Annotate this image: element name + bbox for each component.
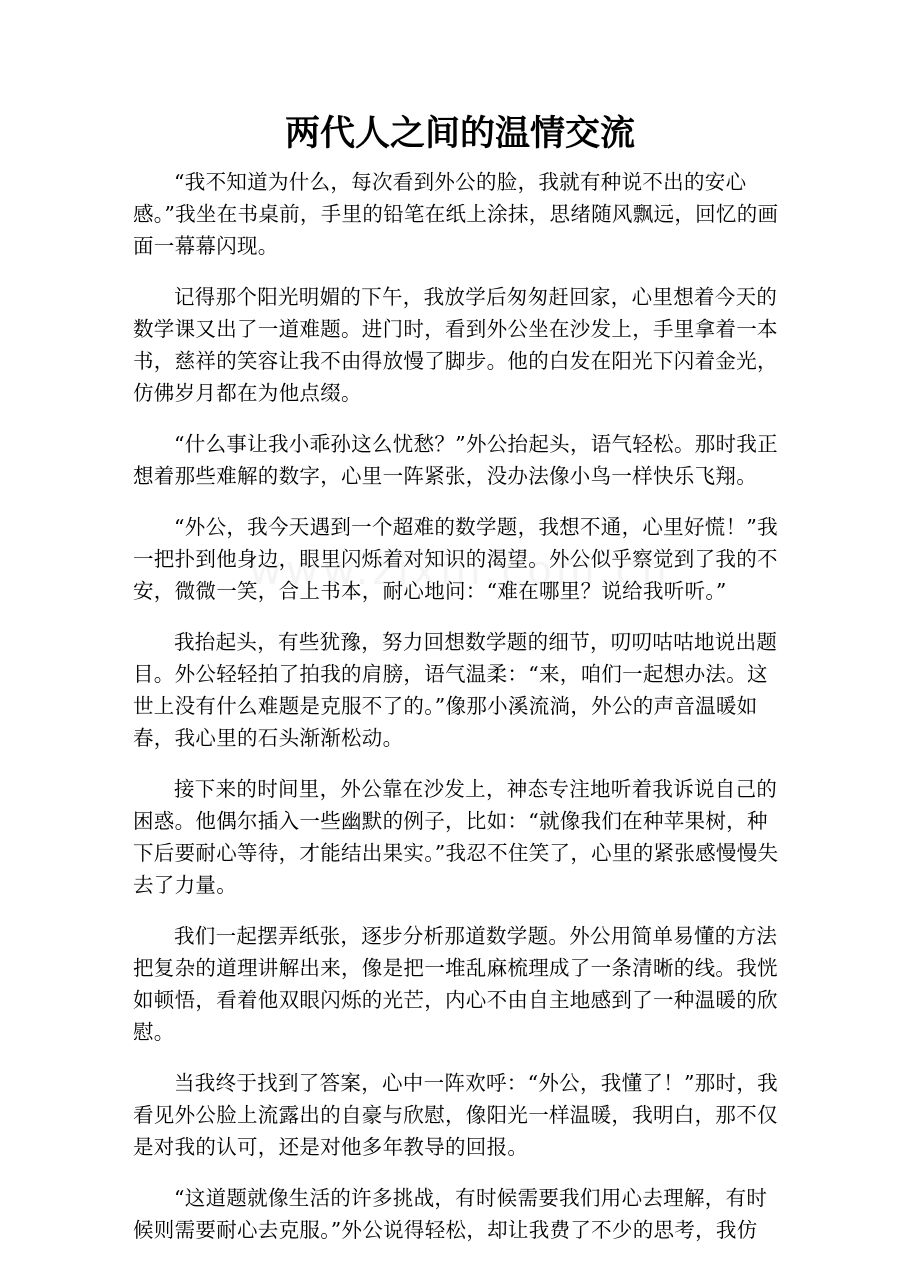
paragraph-8: 当我终于找到了答案，心中一阵欢呼：“外公，我懂了！”那时，我看见外公脸上流露出的自豪与欣慰，像阳光一样温暖，我明白，那不仅是对我的认可，还是对他多年教导的回报。 — [133, 1071, 778, 1159]
paragraph-7: 我们一起摆弄纸张，逐步分析那道数学题。外公用简单易懂的方法把复杂的道理讲解出来，像是把一堆乱麻梳理成了一条清晰的线。我恍如顿悟，看着他双眼闪烁的光芒，内心不由自主地感到了一种温暖的欣慰。 — [133, 924, 778, 1044]
document-title: 两代人之间的温情交流 — [284, 114, 635, 154]
paragraph-6: 接下来的时间里，外公靠在沙发上，神态专注地听着我诉说自己的困惑。他偶尔插入一些幽默的例子，比如：“就像我们在种苹果树，种下后要耐心等待，才能结出果实。”我忍不住笑了，心里的紧张感慢慢失去了力量。 — [133, 777, 779, 897]
paragraph-2: 记得那个阳光明媚的下午，我放学后匆匆赶回家，心里想着今天的数学课又出了一道难题。进门时，看到外公坐在沙发上，手里拿着一本书，慈祥的笑容让我不由得放慢了脚步。他的白发在阳光下闪着金光，仿佛岁月都在为他点缀。 — [133, 285, 778, 405]
paragraph-1: “我不知道为什么，每次看到外公的脸，我就有种说不出的安心感。”我坐在书桌前，手里的铅笔在纸上涂抹，思绪随风飘远，回忆的画面一幕幕闪现。 — [133, 170, 779, 258]
paragraph-9: “这道题就像生活的许多挑战，有时候需要我们用心去理解，有时候则需要耐心去克服。”外公说得轻松，却让我费了不少的思考，我仿 — [133, 1186, 768, 1242]
paragraph-3: “什么事让我小乖孙这么忧愁？”外公抬起头，语气轻松。那时我正想着那些难解的数字，心里一阵紧张，没办法像小鸟一样快乐飞翔。 — [133, 432, 778, 488]
paragraph-5: 我抬起头，有些犹豫，努力回想数学题的细节，叨叨咕咕地说出题目。外公轻轻拍了拍我的肩膀，语气温柔：“来，咱们一起想办法。这世上没有什么难题是克服不了的。”像那小溪流淌，外公的声音温暖如春，我心里的石头渐渐松动。 — [133, 630, 778, 750]
paragraph-4: “外公，我今天遇到一个超难的数学题，我想不通，心里好慌！”我一把扑到他身边，眼里闪烁着对知识的渴望。外公似乎察觉到了我的不安，微微一笑，合上书本，耐心地问：“难在哪里？说给我听听。” — [133, 515, 778, 603]
document-body — [133, 166, 781, 1265]
